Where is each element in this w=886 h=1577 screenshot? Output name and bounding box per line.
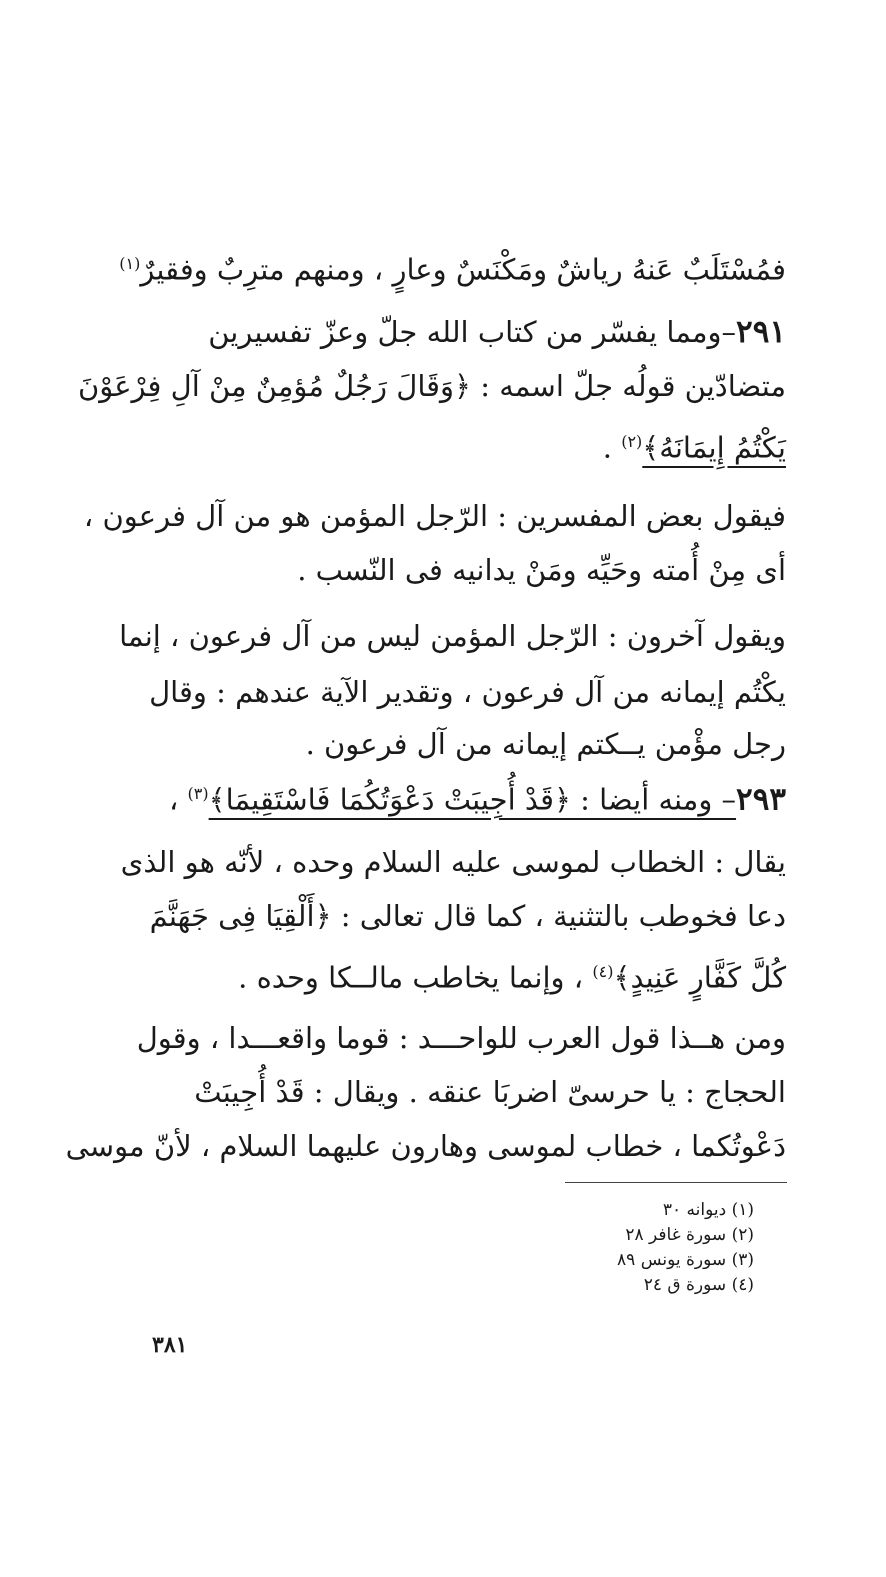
footnote-ref: (١) bbox=[119, 254, 141, 273]
paragraph-line bbox=[96, 1070, 786, 1114]
paragraph-text: يكْتُم إيمانه من آل فرعون ، وتقدير الآية عندهم : وقال bbox=[149, 675, 786, 709]
paragraph-text: الحجاج : يا حرسىّ اضربَا عنقه . ويقال : قَدْ أُجِيبَتْ bbox=[194, 1075, 786, 1109]
quran-quote: يَكْتُمُ إِيمَانَهُ﴾ bbox=[642, 430, 786, 465]
entry-293 bbox=[96, 772, 786, 822]
paragraph-line bbox=[96, 670, 786, 714]
footnote-mark: (٢) bbox=[731, 1225, 754, 1245]
footnote-mark: (٣) bbox=[731, 1250, 754, 1270]
footnote-text: سورة غافر ٢٨ bbox=[625, 1225, 727, 1245]
footnote-text: سورة يونس ٨٩ bbox=[617, 1250, 727, 1270]
footnote-ref: (٣) bbox=[187, 784, 209, 803]
entry-291 bbox=[96, 310, 786, 354]
footnote-text: ديوانه ٣٠ bbox=[662, 1200, 727, 1220]
footnote-mark: (١) bbox=[731, 1200, 754, 1220]
paragraph-text: ، وإنما يخاطب مالــكا وحده . bbox=[238, 960, 593, 995]
footnote-divider bbox=[565, 1182, 787, 1183]
paragraph-text: فيقول بعض المفسرين : الرّجل المؤمن هو من آل فرعون ، bbox=[83, 499, 786, 533]
entry-number: ٢٩٣ bbox=[736, 781, 786, 818]
quran-quote: – ومنه أيضا : ﴿قَدْ أُجِيبَتْ دَعْوَتُكُمَا فَاسْتَقِيمَا﴾ bbox=[208, 782, 737, 817]
footnote bbox=[625, 1223, 754, 1247]
paragraph-line bbox=[96, 840, 786, 884]
quran-quote: كُلَّ كَفَّارٍ عَنِيدٍ﴾ bbox=[613, 960, 786, 995]
footnote-ref: (٢) bbox=[621, 432, 643, 451]
paragraph-line bbox=[96, 614, 786, 658]
verse-line bbox=[96, 242, 786, 292]
paragraph-line bbox=[96, 1016, 786, 1060]
punctuation: . bbox=[602, 430, 622, 465]
footnote-mark: (٤) bbox=[731, 1275, 754, 1295]
page-number: ٣٨١ bbox=[152, 1332, 188, 1358]
paragraph-text: رجل مؤْمن يــكتم إيمانه من آل فرعون . bbox=[305, 727, 786, 761]
paragraph-text: دعا فخوطب بالتثنية ، كما قال تعالى : ﴿أَلْقِيَا فِى جَهَنَّمَ bbox=[149, 899, 786, 933]
paragraph-line bbox=[96, 894, 786, 938]
entry-text: –ومما يفسّر من كتاب الله جلّ وعزّ تفسيرين bbox=[208, 315, 737, 349]
paragraph-text: ومن هــذا قول العرب للواحـــد : قوما واقعـــدا ، وقول bbox=[136, 1021, 786, 1055]
paragraph-text: دَعْوتُكما ، خطاب لموسى وهارون عليهما السلام ، لأنّ موسى bbox=[65, 1129, 786, 1163]
paragraph-line bbox=[83, 494, 786, 538]
paragraph-text: أى مِنْ أُمته وحَيِّه ومَنْ يدانيه فى النّسب . bbox=[297, 553, 786, 587]
entry-number: ٢٩١ bbox=[736, 314, 786, 350]
paragraph-line bbox=[96, 950, 786, 1000]
footnote-ref: (٤) bbox=[592, 962, 614, 981]
paragraph-line bbox=[96, 722, 786, 766]
paragraph-text: ويقول آخرون : الرّجل المؤمن ليس من آل فرعون ، إنما bbox=[119, 619, 786, 653]
footnote bbox=[663, 1198, 754, 1222]
footnote-text: سورة ق ٢٤ bbox=[643, 1275, 727, 1295]
verse-text: فمُسْتَلَبٌ عَنهُ رياشٌ ومَكْنَسٌ وعارٍ ، ومنهم مترِبٌ وفقيرٌ bbox=[140, 252, 786, 287]
punctuation: ، bbox=[168, 782, 188, 817]
paragraph-text: يقال : الخطاب لموسى عليه السلام وحده ، لأنّه هو الذى bbox=[120, 845, 786, 879]
text-line bbox=[96, 420, 786, 470]
paragraph-line bbox=[65, 1124, 786, 1168]
quran-quote: متضادّين قولُه جلّ اسمه : ﴿وَقَالَ رَجُلٌ مُؤمِنٌ مِنْ آلِ فِرْعَوْنَ bbox=[77, 369, 786, 403]
text-line bbox=[77, 364, 786, 408]
footnote bbox=[644, 1273, 754, 1297]
paragraph-line bbox=[96, 548, 786, 592]
footnote bbox=[617, 1248, 754, 1272]
